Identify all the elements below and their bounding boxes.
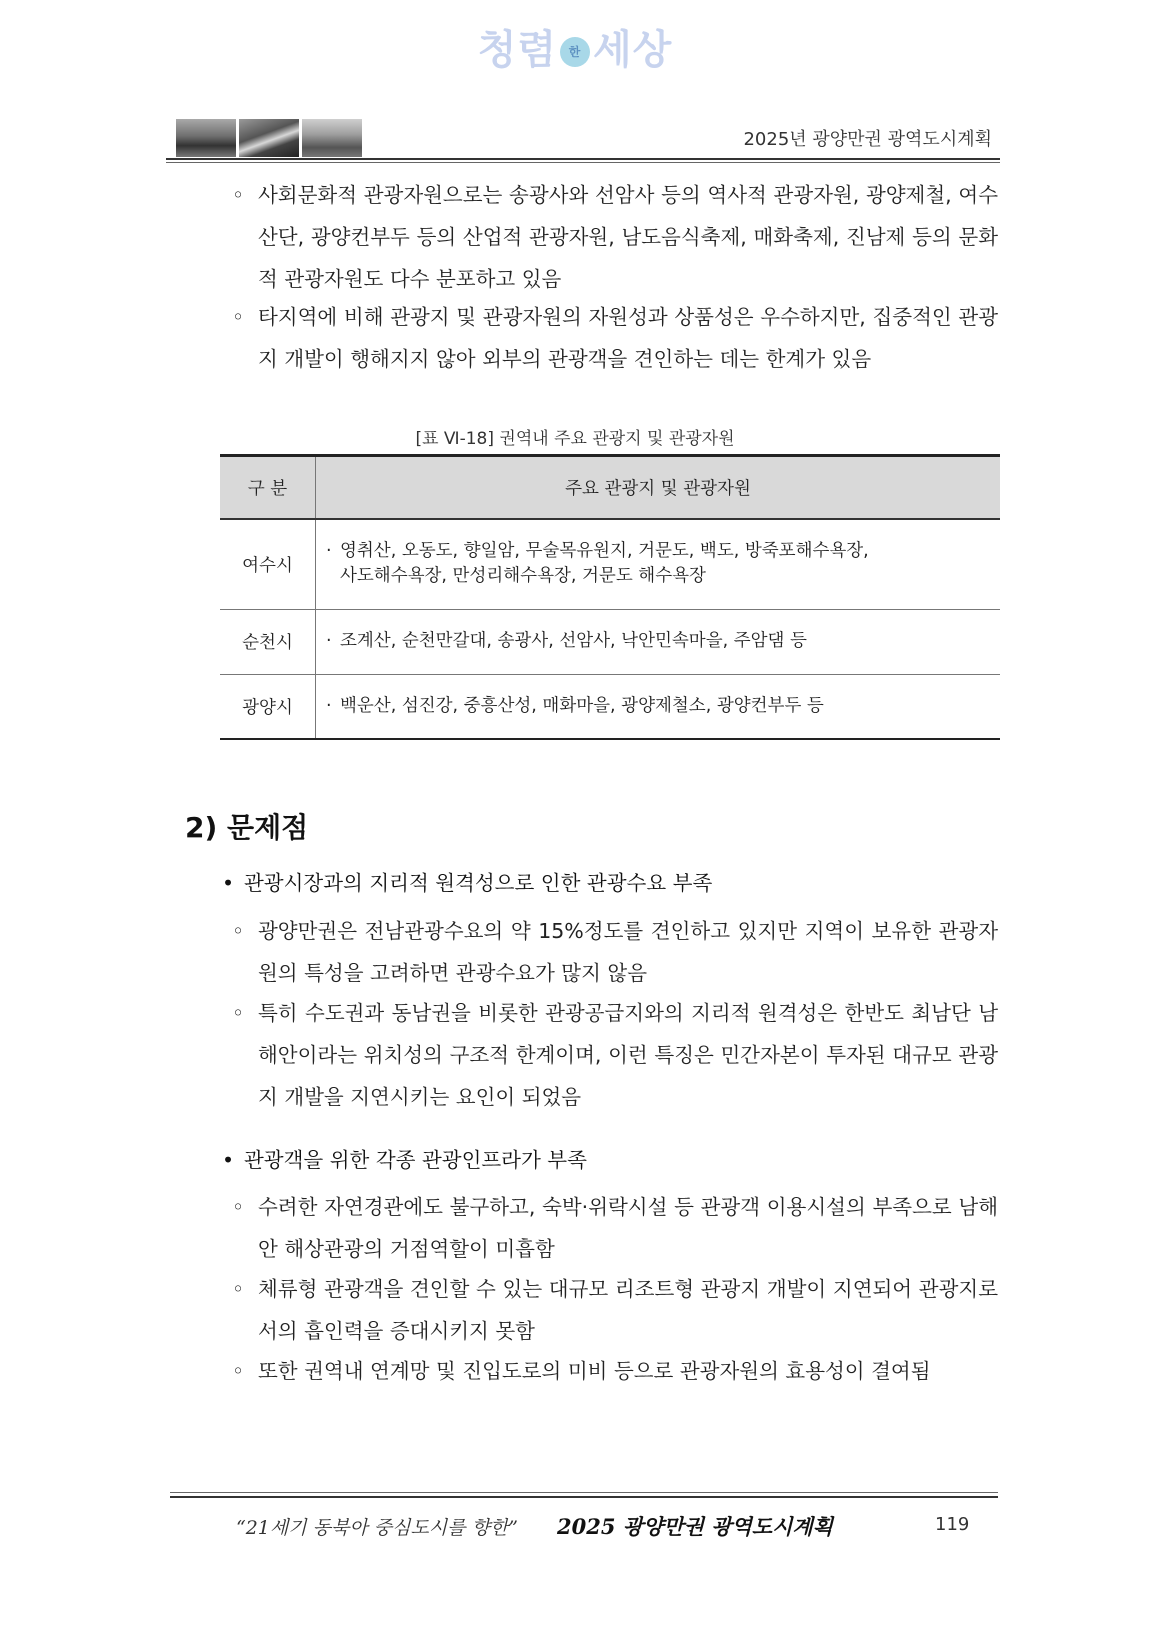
header-photo-river <box>239 119 299 157</box>
problem-paragraph-4 <box>232 1268 998 1352</box>
bullet-icon: • <box>222 1148 235 1172</box>
footer-rule-thin <box>170 1492 998 1493</box>
circle-bullet-icon: ◦ <box>232 305 245 329</box>
table-row <box>220 674 1000 739</box>
paragraph-text: 특히 수도권과 동남권을 비롯한 관광공급지와의 지리적 원격성은 한반도 최남단 남해안이라는 위치성의 구조적 한계이며, 이런 특징은 민간자본이 투자된 대규모 관광지 개발을 지연시키는 요인이 되었음 <box>258 1001 998 1109</box>
header-category: 구 분 <box>220 456 316 520</box>
header-photo-bay <box>176 119 236 157</box>
region-cell: 여수시 <box>220 519 316 609</box>
clean-world-logo: 청렴 한 세상 <box>477 27 673 73</box>
middle-dot-icon: · <box>326 541 332 562</box>
problem-paragraph-3 <box>232 1186 998 1270</box>
problem-paragraph-1 <box>232 910 998 994</box>
circle-bullet-icon: ◦ <box>232 1001 245 1025</box>
header-photo-strip <box>176 119 362 157</box>
circle-bullet-icon: ◦ <box>232 1277 245 1301</box>
running-header-title: 2025년 광양만권 광역도시계획 <box>743 129 992 150</box>
region-cell: 광양시 <box>220 674 316 739</box>
paragraph-text: 광양만권은 전남관광수요의 약 15%정도를 견인하고 있지만 지역이 보유한 관광자원의 특성을 고려하면 관광수요가 많지 않음 <box>258 919 998 985</box>
tourism-resources-table <box>220 454 1000 740</box>
paragraph-text: 수려한 자연경관에도 불구하고, 숙박·위락시설 등 관광객 이용시설의 부족으로 남해안 해상관광의 거점역할이 미흡함 <box>258 1195 998 1261</box>
table-header-row <box>220 456 1000 520</box>
table-row <box>220 609 1000 674</box>
table-row <box>220 519 1000 609</box>
header-resources: 주요 관광지 및 관광자원 <box>316 456 1001 520</box>
resources-cell: · 영취산, 오동도, 향일암, 무술목유원지, 거문도, 백도, 방죽포해수욕장, 사도해수욕장, 만성리해수욕장, 거문도 해수욕장 <box>316 519 1001 609</box>
paragraph-text: 또한 권역내 연계망 및 진입도로의 미비 등으로 관광자원의 효용성이 결여됨 <box>258 1359 931 1383</box>
table-caption: [표 Ⅵ-18] 권역내 주요 관광지 및 관광자원 <box>415 429 735 449</box>
circle-bullet-icon: ◦ <box>232 919 245 943</box>
subheading-1: • 관광시장과의 지리적 원격성으로 인한 관광수요 부족 <box>222 871 713 895</box>
header-rule-thin <box>166 162 1000 163</box>
intro-paragraph-1 <box>232 174 998 300</box>
paragraph-text: 타지역에 비해 관광지 및 관광자원의 자원성과 상품성은 우수하지만, 집중적인 관광지 개발이 행해지지 않아 외부의 관광객을 견인하는 데는 한계가 있음 <box>258 305 998 371</box>
circle-bullet-icon: ◦ <box>232 1359 245 1383</box>
circle-bullet-icon: ◦ <box>232 183 245 207</box>
problem-paragraph-5 <box>232 1350 998 1392</box>
paragraph-text: 사회문화적 관광자원으로는 송광사와 선암사 등의 역사적 관광자원, 광양제철, 여수산단, 광양컨부두 등의 산업적 관광자원, 남도음식축제, 매화축제, 진남제 등의 문화적 관광자원도 다수 분포하고 있음 <box>258 183 998 291</box>
footer-document-title: 2025 광양만권 광역도시계획 <box>557 1514 833 1539</box>
region-cell: 순천시 <box>220 609 316 674</box>
bullet-icon: • <box>222 871 235 895</box>
problem-paragraph-2 <box>232 992 998 1118</box>
logo-emblem: 한 <box>560 37 590 67</box>
section-heading: 2) 문제점 <box>185 811 309 844</box>
middle-dot-icon: · <box>326 631 332 651</box>
page-number: 119 <box>935 1514 970 1535</box>
footer-slogan: “21세기 동북아 중심도시를 향한” <box>236 1517 518 1539</box>
resources-cell: · 백운산, 섬진강, 중흥산성, 매화마을, 광양제철소, 광양컨부두 등 <box>316 674 1001 739</box>
footer-rule <box>170 1496 998 1498</box>
paragraph-text: 체류형 관광객을 견인할 수 있는 대규모 리조트형 관광지 개발이 지연되어 관광지로서의 흡인력을 증대시키지 못함 <box>258 1277 998 1343</box>
circle-bullet-icon: ◦ <box>232 1195 245 1219</box>
resources-cell: · 조계산, 순천만갈대, 송광사, 선암사, 낙안민속마을, 주암댐 등 <box>316 609 1001 674</box>
middle-dot-icon: · <box>326 695 332 716</box>
header-photo-city <box>302 119 362 157</box>
subheading-2: • 관광객을 위한 각종 관광인프라가 부족 <box>222 1148 587 1172</box>
header-rule <box>166 158 1000 160</box>
intro-paragraph-2 <box>232 296 998 380</box>
